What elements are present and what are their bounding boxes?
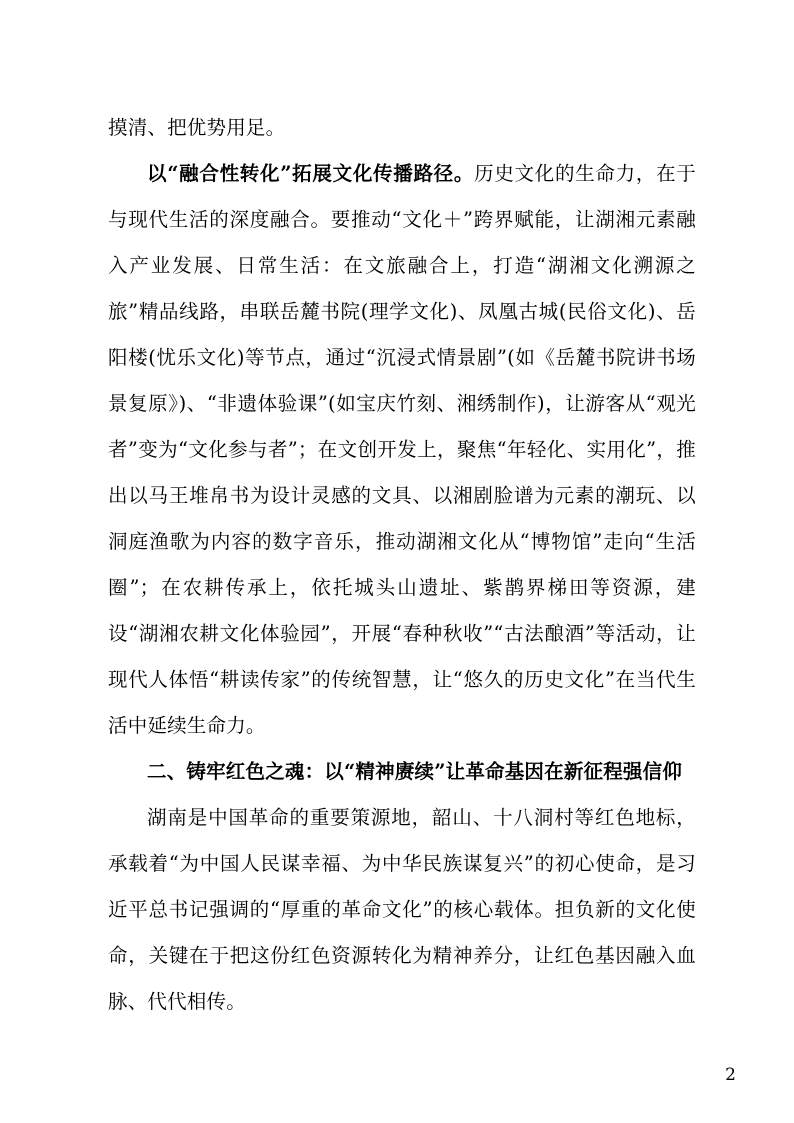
page-number: 2 [725,1065,736,1085]
document-body [108,105,696,1025]
section-heading-two: 二、铸牢红色之魂：以“精神赓续”让革命基因在新征程强信仰 [147,760,683,783]
paragraph-cultural-transmission [108,151,696,749]
paragraph-lead-bold: 以“融合性转化”拓展文化传播路径。 [147,162,475,185]
paragraph-text: 历史文化的生命力，在于与现代生活的深度融合。要推动“文化＋”跨界赋能，让湖湘元素融入产业发展、日常生活：在文旅融合上，打造“湖湘文化溯源之旅”精品线路，串联岳麓书院(理学文化)、凤凰古城(民俗文化)、岳阳楼(忧乐文化)等节点，通过“沉浸式情景剧”(如《岳麓书院讲书场景复原》)、“非遗体验课”(如宝庆竹刻、湘绣制作)，让游客从“观光者”变为“文化参与者”；在文创开发上，聚焦“年轻化、实用化”，推出以马王堆帛书为设计灵感的文具、以湘剧脸谱为元素的潮玩、以洞庭渔歌为内容的数字音乐，推动湖湘文化从“博物馆”走向“生活圈”；在农耕传承上，依托城头山遗址、紫鹊界梯田等资源，建设“湖湘农耕文化体验园”，开展“春种秋收”“古法酿酒”等活动，让现代人体悟“耕读传家”的传统智慧，让“悠久的历史文化”在当代生活中延续生命力。 [108,162,696,737]
paragraph-continuation: 摸清、把优势用足。 [108,116,286,139]
paragraph-red-resources: 湖南是中国革命的重要策源地，韶山、十八洞村等红色地标，承载着“为中国人民谋幸福、为中华民族谋复兴”的初心使命，是习近平总书记强调的“厚重的革命文化”的核心载体。担负新的文化使命，关键在于把这份红色资源转化为精神养分，让红色基因融入血脉、代代相传。 [108,806,696,1013]
